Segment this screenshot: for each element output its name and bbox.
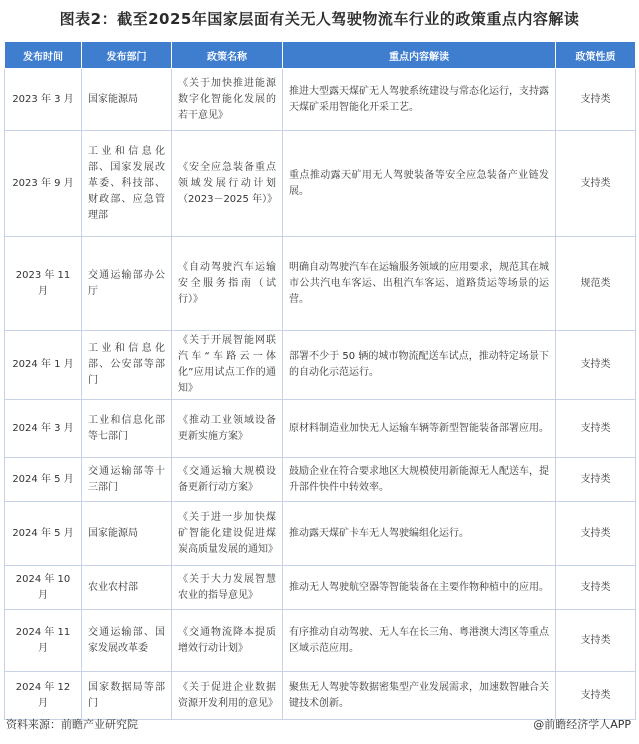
table-row (5, 237, 636, 331)
cell-time: 2024 年 5 月 (5, 458, 82, 502)
header-name: 政策名称 (172, 42, 283, 69)
cell-time: 2023 年 3 月 (5, 69, 82, 131)
cell-content: 推动无人驾驶航空器等智能装备在主要作物种植中的应用。 (283, 566, 556, 610)
cell-nature: 支持类 (556, 458, 636, 502)
cell-time: 2024 年 3 月 (5, 400, 82, 458)
cell-nature: 支持类 (556, 672, 636, 720)
table-row (5, 131, 636, 237)
policy-table (4, 41, 636, 720)
cell-dept: 农业农村部 (82, 566, 172, 610)
header-content: 重点内容解读 (283, 42, 556, 69)
cell-name: 《关于进一步加快煤矿智能化建设促进煤炭高质量发展的通知》 (172, 502, 283, 566)
cell-dept: 国家数据局等部门 (82, 672, 172, 720)
cell-dept: 工业和信息化部、国家发展改革委、科技部、财政部、应急管理部 (82, 131, 172, 237)
cell-content: 部署不少于 50 辆的城市物流配送车试点，推动特定场景下的自动化示范运行。 (283, 331, 556, 400)
table-row (5, 610, 636, 672)
cell-name: 《自动驾驶汽车运输安全服务指南（试行）》 (172, 237, 283, 331)
brand-note: @前瞻经济学人APP (533, 718, 631, 731)
table-row (5, 566, 636, 610)
cell-name: 《关于开展智能网联汽车“车路云一体化”应用试点工作的通知》 (172, 331, 283, 400)
cell-dept: 工业和信息化部等七部门 (82, 400, 172, 458)
cell-name: 《交通运输大规模设备更新行动方案》 (172, 458, 283, 502)
table-header-row (5, 42, 636, 69)
cell-content: 鼓励企业在符合要求地区大规模使用新能源无人配送车，提升部件快件中转效率。 (283, 458, 556, 502)
cell-name: 《交通物流降本提质增效行动计划》 (172, 610, 283, 672)
cell-content: 聚焦无人驾驶等数据密集型产业发展需求，加速数智融合关键技术创新。 (283, 672, 556, 720)
table-row (5, 400, 636, 458)
cell-name: 《关于加快推进能源数字化智能化发展的若干意见》 (172, 69, 283, 131)
table-row (5, 502, 636, 566)
cell-nature: 支持类 (556, 400, 636, 458)
cell-nature: 支持类 (556, 502, 636, 566)
cell-nature: 支持类 (556, 69, 636, 131)
header-dept: 发布部门 (82, 42, 172, 69)
cell-dept: 交通运输部、国家发展改革委 (82, 610, 172, 672)
cell-time: 2024 年 1 月 (5, 331, 82, 400)
cell-nature: 支持类 (556, 131, 636, 237)
cell-time: 2023 年 11 月 (5, 237, 82, 331)
source-note: 资料来源：前瞻产业研究院 (6, 718, 138, 731)
header-nature: 政策性质 (556, 42, 636, 69)
cell-content: 重点推动露天矿用无人驾驶装备等安全应急装备产业链发展。 (283, 131, 556, 237)
cell-content: 明确自动驾驶汽车在运输服务领域的应用要求，规范其在城市公共汽电车客运、出租汽车客运、道路货运等场景的运营。 (283, 237, 556, 331)
cell-dept: 国家能源局 (82, 69, 172, 131)
cell-time: 2024 年 5 月 (5, 502, 82, 566)
cell-content: 推进大型露天煤矿无人驾驶系统建设与常态化运行，支持露天煤矿采用智能化开采工艺。 (283, 69, 556, 131)
cell-content: 有序推动自动驾驶、无人车在长三角、粤港澳大湾区等重点区域示范应用。 (283, 610, 556, 672)
cell-time: 2024 年 12 月 (5, 672, 82, 720)
cell-time: 2024 年 11 月 (5, 610, 82, 672)
table-row (5, 458, 636, 502)
page-title: 图表2：截至2025年国家层面有关无人驾驶物流车行业的政策重点内容解读 (59, 10, 580, 28)
table-row (5, 672, 636, 720)
table-row (5, 69, 636, 131)
cell-nature: 支持类 (556, 331, 636, 400)
cell-name: 《推动工业领域设备更新实施方案》 (172, 400, 283, 458)
cell-nature: 规范类 (556, 237, 636, 331)
cell-time: 2024 年 10 月 (5, 566, 82, 610)
header-time: 发布时间 (5, 42, 82, 69)
cell-name: 《关于大力发展智慧农业的指导意见》 (172, 566, 283, 610)
cell-name: 《关于促进企业数据资源开发利用的意见》 (172, 672, 283, 720)
cell-dept: 交通运输部办公厅 (82, 237, 172, 331)
cell-dept: 国家能源局 (82, 502, 172, 566)
cell-nature: 支持类 (556, 610, 636, 672)
cell-nature: 支持类 (556, 566, 636, 610)
cell-name: 《安全应急装备重点领域发展行动计划（2023－2025 年）》 (172, 131, 283, 237)
cell-time: 2023 年 9 月 (5, 131, 82, 237)
cell-dept: 工业和信息化部、公安部等部门 (82, 331, 172, 400)
cell-dept: 交通运输部等十三部门 (82, 458, 172, 502)
cell-content: 推动露天煤矿卡车无人驾驶编组化运行。 (283, 502, 556, 566)
cell-content: 原材料制造业加快无人运输车辆等新型智能装备部署应用。 (283, 400, 556, 458)
table-row (5, 331, 636, 400)
